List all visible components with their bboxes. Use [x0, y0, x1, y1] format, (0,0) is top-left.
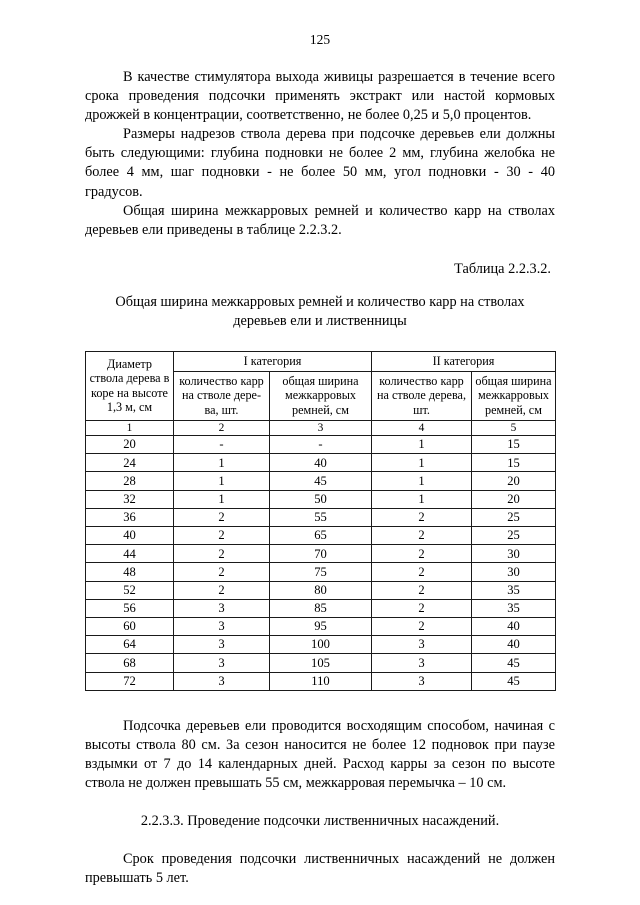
cell-cat1-count: 3: [174, 617, 270, 635]
cell-cat2-width: 40: [472, 617, 556, 635]
cell-cat2-count: 1: [372, 436, 472, 454]
cell-cat2-width: 30: [472, 545, 556, 563]
cell-cat2-width: 40: [472, 636, 556, 654]
cell-diameter: 52: [86, 581, 174, 599]
cell-cat2-width: 25: [472, 527, 556, 545]
cell-cat2-count: 2: [372, 581, 472, 599]
cell-cat2-count: 2: [372, 545, 472, 563]
cell-cat2-count: 3: [372, 672, 472, 690]
header-cat2-karr-count: количество карр на стволе дерева, шт.: [372, 371, 472, 420]
cell-cat1-count: 1: [174, 472, 270, 490]
cell-diameter: 40: [86, 527, 174, 545]
cell-diameter: 56: [86, 599, 174, 617]
cell-cat2-count: 2: [372, 508, 472, 526]
spacer-after-table: [85, 691, 555, 717]
table-row: [86, 563, 556, 581]
cell-cat2-width: 20: [472, 490, 556, 508]
cell-cat2-width: 35: [472, 599, 556, 617]
karr-width-table: [85, 351, 556, 691]
header-category-2: II категория: [372, 352, 556, 372]
section-heading-2233: 2.2.3.3. Проведение подсочки лиственничных насаждений.: [140, 813, 500, 830]
table-row: [86, 581, 556, 599]
cell-cat2-width: 25: [472, 508, 556, 526]
cell-diameter: 68: [86, 654, 174, 672]
cell-cat1-count: 2: [174, 508, 270, 526]
column-number: 5: [472, 420, 556, 436]
cell-cat2-width: 30: [472, 563, 556, 581]
paragraph-stimulator: В качестве стимулятора выхода живицы разрешается в течение всего срока проведения подсочки применять экстракт или настой кормовых дрожжей в концентрации, соответственно, не более 0,25 и 5,0 процентов.: [85, 69, 555, 124]
spacer-before-table: [85, 331, 555, 351]
cell-cat1-width: 50: [270, 490, 372, 508]
table-row: [86, 617, 556, 635]
cell-cat1-width: -: [270, 436, 372, 454]
header-category-1: I категория: [174, 352, 372, 372]
cell-cat1-count: -: [174, 436, 270, 454]
table-header-row-groups: [86, 352, 556, 372]
cell-cat1-width: 55: [270, 508, 372, 526]
table-row: [86, 472, 556, 490]
cell-cat1-count: 2: [174, 563, 270, 581]
cell-diameter: 24: [86, 454, 174, 472]
cell-cat2-width: 15: [472, 436, 556, 454]
cell-cat2-count: 2: [372, 617, 472, 635]
cell-cat1-width: 85: [270, 599, 372, 617]
cell-cat1-width: 105: [270, 654, 372, 672]
cell-cat1-width: 80: [270, 581, 372, 599]
header-cat2-total-width: общая ширина межкарровых ремней, см: [472, 371, 556, 420]
spacer-after-heading: [85, 831, 555, 850]
cell-cat2-count: 1: [372, 454, 472, 472]
column-number: 3: [270, 420, 372, 436]
cell-cat1-count: 3: [174, 654, 270, 672]
table-row: [86, 508, 556, 526]
column-number: 1: [86, 420, 174, 436]
cell-diameter: 72: [86, 672, 174, 690]
paragraph-larch-term: Срок проведения подсочки лиственничных насаждений не должен превышать 5 лет.: [85, 851, 555, 887]
cell-cat2-width: 45: [472, 672, 556, 690]
table-row: [86, 599, 556, 617]
page-content: [85, 68, 555, 888]
column-number: 2: [174, 420, 270, 436]
cell-diameter: 60: [86, 617, 174, 635]
spacer-before-heading: [85, 793, 555, 812]
cell-cat1-width: 75: [270, 563, 372, 581]
cell-cat2-count: 2: [372, 527, 472, 545]
table-body: [86, 436, 556, 691]
cell-cat1-width: 95: [270, 617, 372, 635]
cell-cat2-width: 20: [472, 472, 556, 490]
cell-diameter: 20: [86, 436, 174, 454]
cell-diameter: 36: [86, 508, 174, 526]
table-row: [86, 490, 556, 508]
spacer-before-caption: [85, 279, 555, 293]
paragraph-notch-dimensions: Размеры надрезов ствола дерева при подсочке деревьев ели должны быть следующими: глубина подновки не более 2 мм, глубина желобка не более 4 мм, шаг подновки - не более 50 мм, угол подновки - 30 - 40 градусов.: [85, 126, 555, 200]
cell-cat1-count: 1: [174, 490, 270, 508]
cell-cat2-width: 35: [472, 581, 556, 599]
table-row: [86, 672, 556, 690]
cell-cat1-width: 100: [270, 636, 372, 654]
column-number: 4: [372, 420, 472, 436]
page-number: 125: [309, 32, 331, 47]
cell-cat2-count: 1: [372, 472, 472, 490]
cell-cat1-count: 2: [174, 545, 270, 563]
cell-cat2-width: 45: [472, 654, 556, 672]
cell-cat1-width: 40: [270, 454, 372, 472]
table-row: [86, 454, 556, 472]
header-cat1-karr-count: количество карр на стволе дере-ва, шт.: [174, 371, 270, 420]
table-header: [86, 352, 556, 436]
header-trunk-diameter: Диаметр ствола дерева в коре на высоте 1,3 м, см: [86, 352, 174, 420]
cell-cat1-width: 45: [270, 472, 372, 490]
cell-cat1-width: 110: [270, 672, 372, 690]
cell-cat2-count: 2: [372, 599, 472, 617]
cell-cat1-count: 3: [174, 636, 270, 654]
table-column-number-row: [86, 420, 556, 436]
header-cat1-total-width: общая ширина межкарровых ремней, см: [270, 371, 372, 420]
cell-cat1-count: 2: [174, 581, 270, 599]
table-row: [86, 527, 556, 545]
cell-cat1-count: 3: [174, 599, 270, 617]
cell-diameter: 48: [86, 563, 174, 581]
cell-cat2-count: 3: [372, 654, 472, 672]
spacer-before-table-number: [85, 240, 555, 260]
cell-diameter: 28: [86, 472, 174, 490]
cell-cat2-width: 15: [472, 454, 556, 472]
table-row: [86, 636, 556, 654]
cell-diameter: 32: [86, 490, 174, 508]
cell-cat1-count: 2: [174, 527, 270, 545]
table-row: [86, 654, 556, 672]
paragraph-table-reference: Общая ширина межкарровых ремней и количество карр на стволах деревьев ели приведены в таблице 2.2.3.2.: [85, 202, 555, 238]
cell-diameter: 44: [86, 545, 174, 563]
cell-cat1-width: 70: [270, 545, 372, 563]
table-container: [85, 351, 555, 691]
cell-cat2-count: 1: [372, 490, 472, 508]
table-row: [86, 436, 556, 454]
cell-cat2-count: 3: [372, 636, 472, 654]
cell-cat1-width: 65: [270, 527, 372, 545]
cell-diameter: 64: [86, 636, 174, 654]
cell-cat1-count: 3: [174, 672, 270, 690]
table-number-label: Таблица 2.2.3.2.: [454, 260, 551, 277]
paragraph-tapping-method: Подсочка деревьев ели проводится восходящим способом, начиная с высоты ствола 80 см. За сезон наносится не более 12 подновок при паузе вздымки от 7 до 14 календарных дней. Расход карры за сезон по высоте ствола не должен превышать 55 см, межкарровая перемычка – 10 см.: [85, 717, 555, 791]
cell-cat1-count: 1: [174, 454, 270, 472]
cell-cat2-count: 2: [372, 563, 472, 581]
table-caption: Общая ширина межкарровых ремней и количество карр на стволах деревьев ели и лиственницы: [115, 293, 525, 330]
table-row: [86, 545, 556, 563]
